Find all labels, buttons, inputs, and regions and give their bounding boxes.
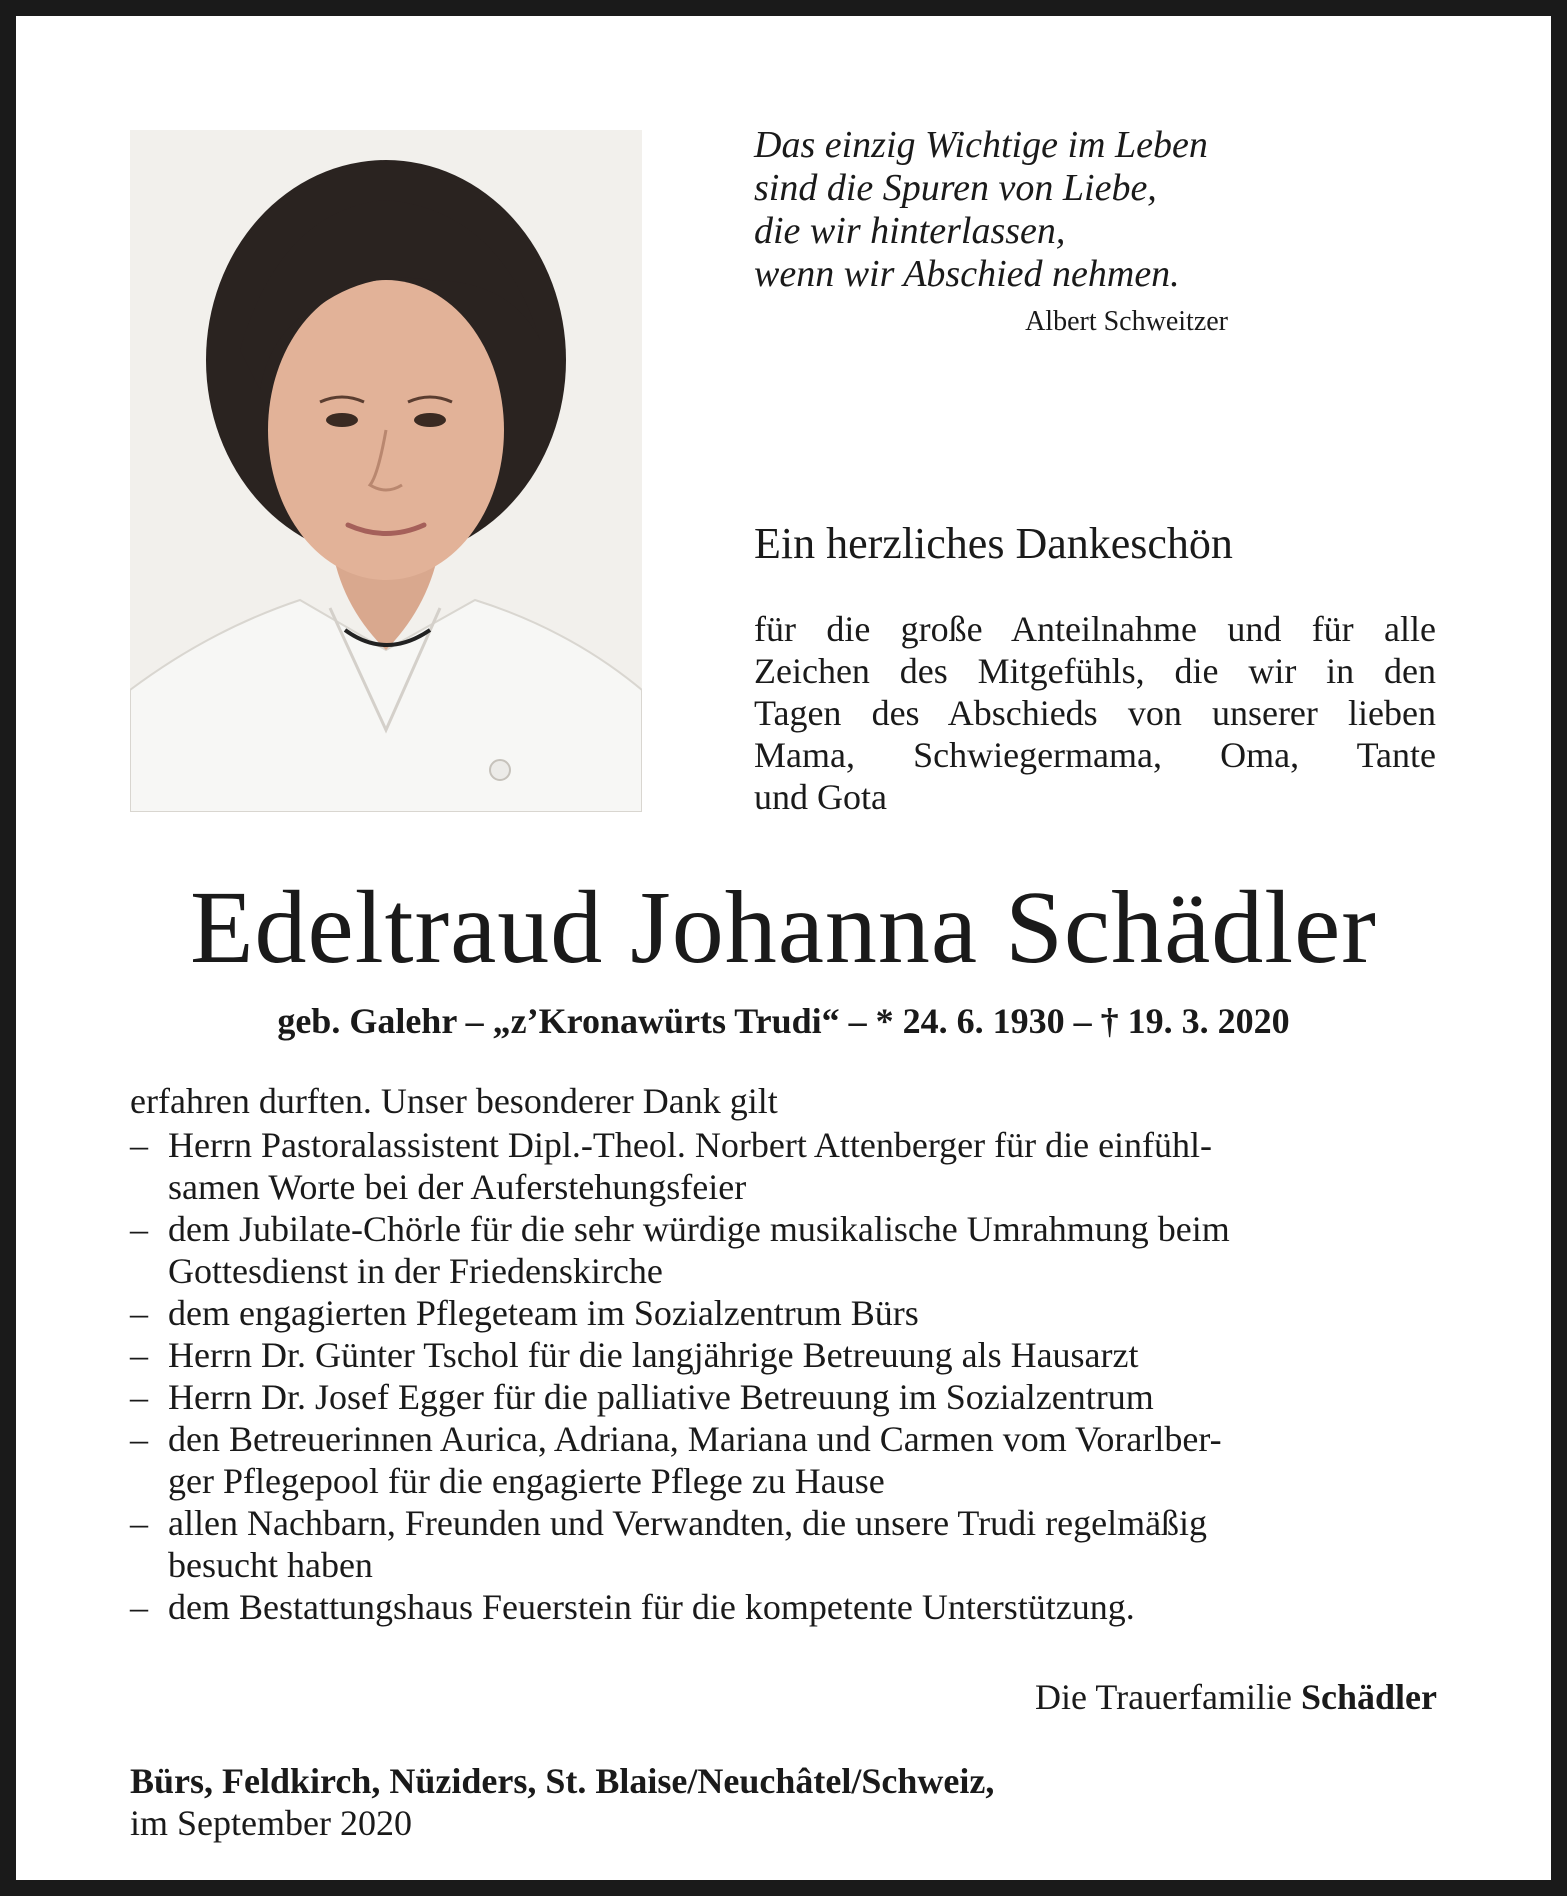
list-item-line: den Betreuerinnen Aurica, Adriana, Mariana und Carmen vom Vorarlber- bbox=[168, 1419, 1222, 1459]
list-dash: – bbox=[130, 1377, 148, 1417]
signature-family: Schädler bbox=[1300, 1677, 1437, 1717]
list-dash: – bbox=[130, 1209, 148, 1249]
quote-line: wenn wir Abschied nehmen. bbox=[754, 253, 1180, 295]
list-item-line: dem Bestattungshaus Feuerstein für die kompetente Unterstützung. bbox=[168, 1587, 1135, 1627]
quote-line: sind die Spuren von Liebe, bbox=[754, 167, 1157, 209]
list-item-line: allen Nachbarn, Freunden und Verwandten, die unsere Trudi regelmäßig bbox=[168, 1503, 1208, 1543]
list-item-line: Herrn Dr. Josef Egger für die palliative Betreuung im Sozialzentrum bbox=[168, 1377, 1154, 1417]
list-item bbox=[130, 1124, 1438, 1208]
list-item-line: Gottesdienst in der Friedenskirche bbox=[168, 1251, 663, 1291]
list-item bbox=[130, 1502, 1438, 1586]
list-item-line: dem engagierten Pflegeteam im Sozialzentrum Bürs bbox=[168, 1293, 919, 1333]
list-item bbox=[130, 1586, 1438, 1628]
quote bbox=[754, 124, 1274, 296]
thanks-line: und Gota bbox=[754, 777, 887, 817]
quote-author: Albert Schweitzer bbox=[1025, 306, 1228, 337]
list-dash: – bbox=[130, 1293, 148, 1333]
list-item bbox=[130, 1208, 1438, 1292]
intro-text: erfahren durften. Unser besonderer Dank gilt bbox=[130, 1081, 778, 1121]
thanks-body bbox=[754, 608, 1436, 818]
list-dash: – bbox=[130, 1335, 148, 1375]
list-dash: – bbox=[130, 1587, 148, 1627]
portrait-icon bbox=[130, 130, 642, 812]
signature-prefix: Die Trauerfamilie bbox=[1035, 1677, 1292, 1717]
thanks-heading: Ein herzliches Dankeschön bbox=[754, 519, 1233, 568]
signature bbox=[1035, 1676, 1437, 1718]
footer-places: Bürs, Feldkirch, Nüziders, St. Blaise/Neuchâtel/Schweiz, bbox=[130, 1761, 995, 1801]
thanks-line: Zeichen des Mitgefühls, die wir in den bbox=[754, 651, 1436, 691]
list-item-line: dem Jubilate-Chörle für die sehr würdige musikalische Umrahmung beim bbox=[168, 1209, 1230, 1249]
portrait-photo bbox=[130, 130, 642, 812]
quote-line: Das einzig Wichtige im Leben bbox=[754, 124, 1208, 166]
thanks-list bbox=[130, 1124, 1438, 1628]
list-dash: – bbox=[130, 1419, 148, 1459]
list-item-line: samen Worte bei der Auferstehungsfeier bbox=[168, 1167, 747, 1207]
list-item-line: Herrn Pastoralassistent Dipl.-Theol. Norbert Attenberger für die einfühl- bbox=[168, 1125, 1213, 1165]
list-dash: – bbox=[130, 1503, 148, 1543]
footer-date: im September 2020 bbox=[130, 1803, 412, 1843]
quote-line: die wir hinterlassen, bbox=[754, 210, 1066, 252]
thanks-line: Mama, Schwiegermama, Oma, Tante bbox=[754, 735, 1436, 775]
list-item bbox=[130, 1334, 1438, 1376]
list-item bbox=[130, 1376, 1438, 1418]
list-dash: – bbox=[130, 1125, 148, 1165]
deceased-subtitle: geb. Galehr – „z’Kronawürts Trudi“ – * 24. 6. 1930 – † 19. 3. 2020 bbox=[277, 1001, 1290, 1041]
thanks-line: für die große Anteilnahme und für alle bbox=[754, 609, 1436, 649]
list-item-line: besucht haben bbox=[168, 1545, 373, 1585]
thanks-line: Tagen des Abschieds von unserer lieben bbox=[754, 693, 1436, 733]
list-item bbox=[130, 1418, 1438, 1502]
list-item-line: Herrn Dr. Günter Tschol für die langjährige Betreuung als Hausarzt bbox=[168, 1335, 1139, 1375]
list-item bbox=[130, 1292, 1438, 1334]
list-item-line: ger Pflegepool für die engagierte Pflege zu Hause bbox=[168, 1461, 885, 1501]
deceased-name: Edeltraud Johanna Schädler bbox=[190, 870, 1377, 985]
